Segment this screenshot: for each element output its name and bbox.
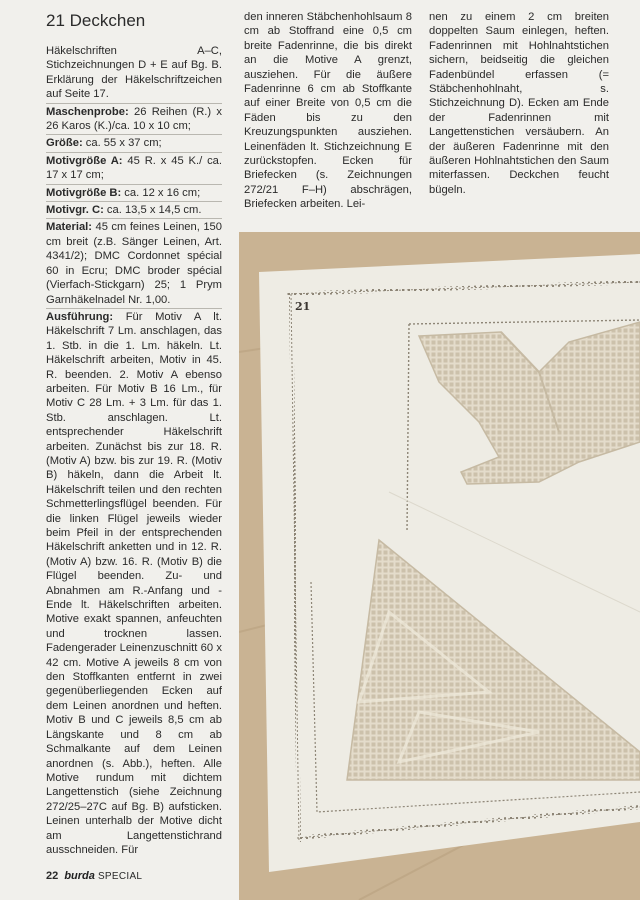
instructions-part-2: den inneren Stäbchenhohlsaum 8 cm ab Stoffrand eine 0,5 cm breite Fadenrinne, die bis direkt an die Motive A grenzt, ausziehen. Für die äußere Fadenrinne 6 cm ab Stoffkante auf einer Breite von 0,5 cm die Fäden bis zu den Kreuzungspunkten ausziehen. Leinenfäden lt. Stichzeichnung E zurückstopfen. Ecken für Briefecken (s. Zeichnungen 272/21 F–H) abschrägen, Briefecken arbeiten. Lei- [244,11,412,211]
divider [46,134,222,135]
text-column-3 [429,10,609,197]
spec-motif-a: Motivgröße A: 45 R. x 45 K./ ca. 17 x 17 cm; [46,154,222,182]
divider [46,103,222,104]
instructions-part-3: nen zu einem 2 cm breiten doppelten Saum einlegen, heften. Fadenrinnen mit Hohlnahtstichen sichern, beidseitig die gleichen Fadenbündel erfassen (= Stäbchenhohlnaht, s. Stichzeichnung D). Ecken am Ende der Fadenrinnen mit Langettenstichen versäubern. An der äußeren Fadenrinne mit den äußeren Hohlnahtstichen den Saum miterfassen. Deckchen feucht bügeln. [429,11,609,196]
spec-material: Material: 45 cm feines Leinen, 150 cm breit (z.B. Sänger Leinen, Art. 4341/2); DMC Cordonnet spécial 60 in Ecru; DMC broder spécial (Vierfach-Stickgarn) 25; 1 Prym Garnhäkelnadel Nr. 1,00. [46,221,222,306]
brand-logo: burda [64,870,95,882]
photo-number-label: 21 [295,300,311,313]
edition-label: SPECIAL [97,871,143,882]
intro-text: Häkelschriften A–C, Stichzeichnungen D + E auf Bg. B. Erklärung der Häkelschriftzeichen auf Seite 17. [46,45,222,101]
spec-motif-b: Motivgröße B: ca. 12 x 16 cm; [46,186,201,199]
spec-motif-c: Motivgr. C: ca. 13,5 x 14,5 cm. [46,204,202,217]
page-number: 22 [46,870,59,882]
divider [46,201,222,202]
spec-gauge: Maschenprobe: 26 Reihen (R.) x 26 Karos (K.)/ca. 10 x 10 cm; [46,105,222,133]
article-title: 21 Deckchen [46,11,146,30]
divider [46,218,222,219]
instructions-part-1: Ausführung: Für Motiv A lt. Häkelschrift 7 Lm. anschlagen, das 1. Stb. in die 1. Lm. häkeln. Lt. Häkelschrift arbeiten, Motiv in 45. R. beenden. 2. Motiv A ebenso arbeiten. Für Motiv B 16 Lm., für Motiv C 28 Lm. + 3 Lm. für das 1. Stb. anschlagen. Lt. entsprechender Häkelschrift arbeiten. Zunächst bis zur 18. R. (Motiv A) bzw. bis zur 19. R. (Motiv B) häkeln, dann die Arbeit lt. Häkelschrift teilen und den rechten Schmetterlingsflügel beenden. Für die linken Flügel jeweils wieder beim Pfeil in der entsprechenden Häkelschrift anketten und in 12. R. (Motiv A) bzw. 16. R. (Motiv B) die Flügel beenden. Zu- und Abnahmen am R.-Anfang und -Ende lt. Häkelschriften arbeiten. Motive exakt spannen, anfeuchten und trocknen lassen. Fadengerader Leinenzuschnitt 60 x 42 cm. Motive A jeweils 8 cm von den Stoffkanten entfernt in zwei gegenüberliegenden Ecken auf dem Leinen anordnen und heften. Motiv B und C jeweils 8,5 cm ab Längskante und 8 cm ab Schmalkante auf dem Leinen anordnen (s. Abb.), heften. Alle Motive rundum mit dichtem Langettenstich (siehe Zeichnung 272/25–27C auf Bg. B) aufsticken. Leinen unterhalb der Motive dicht am Langettenstichrand ausschneiden. Für [46,310,222,856]
page-footer [46,870,142,882]
text-column-2 [244,10,412,212]
text-column-1 [46,10,222,857]
divider [46,308,222,309]
divider [46,152,222,153]
spec-size: Größe: ca. 55 x 37 cm; [46,137,162,150]
doily-illustration [239,232,640,900]
doily-photo [239,232,640,900]
divider [46,184,222,185]
